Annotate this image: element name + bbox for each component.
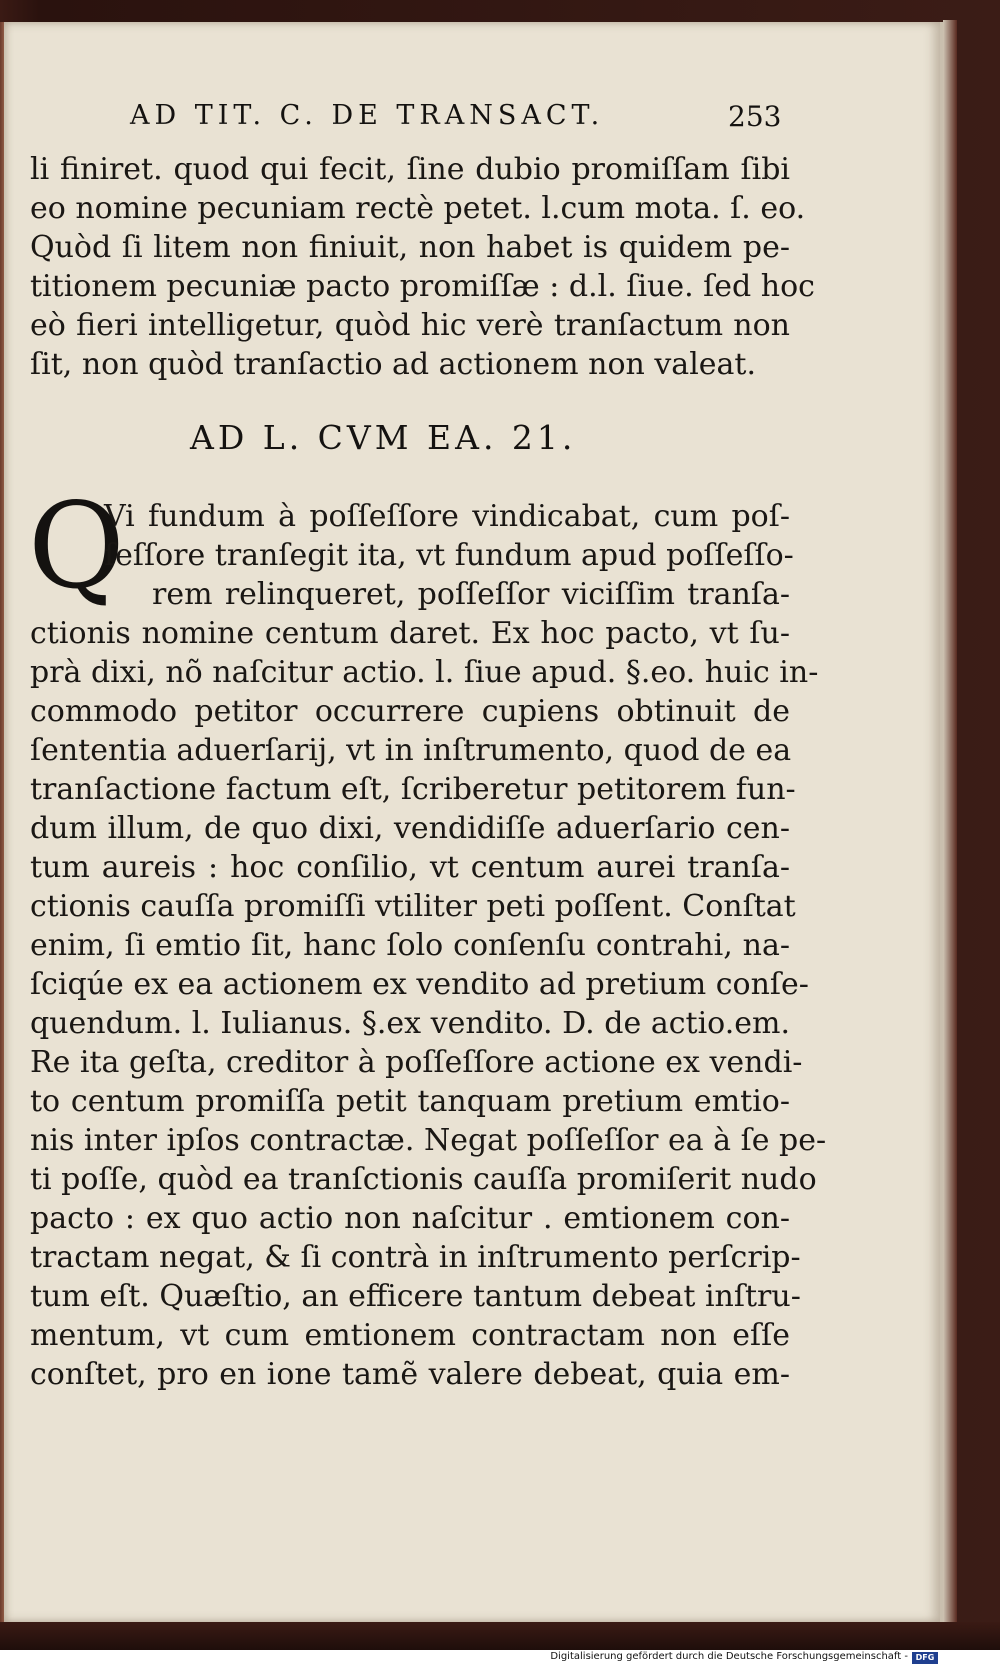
text-line: tum eſt. Quæſtio, an efficere tantum debeat inſtru- [30,1279,801,1314]
text-line: ctionis cauſſa promiſſi vtiliter peti poſſent. Conſtat [30,889,796,924]
text-line: ti poſſe, quòd ea tranſctionis cauſſa promiſerit nudo [30,1162,817,1197]
drop-cap: Q [28,477,125,615]
text-line: ctionis nomine centum daret. Ex hoc pacto, vt ſu- [30,616,790,651]
text-line: pacto : ex quo actio non naſcitur . emtionem con- [30,1201,790,1236]
text-line: Re ita geſta, creditor à poſſeſſore actione ex vendi- [30,1045,803,1080]
digitization-footer [0,1650,1000,1666]
text-line: to centum promiſſa petit tanquam pretium emtio- [30,1084,790,1119]
text-line: enim, ſi emtio ſit, hanc ſolo conſenſu contrahi, na- [30,928,790,963]
text-line: nis inter ipſos contractæ. Negat poſſeſſor ea à ſe pe- [30,1123,827,1158]
text-line: mentum, vt cum emtionem contractam non eſſe [30,1318,790,1353]
text-line: tractam negat, & ſi contrà in inſtrumento perſcrip- [30,1240,801,1275]
running-head: AD TIT. C. DE TRANSACT. [130,100,605,131]
text-line: titionem pecuniæ pacto promiſſæ : d.l. ſiue. ſed hoc [30,269,815,304]
text-line: tum aureis : hoc conſilio, vt centum aurei tranſa- [30,850,790,885]
page-number: 253 [728,100,782,133]
text-line: eo nomine pecuniam rectè petet. l.cum mota. ſ. eo. [30,191,806,226]
text-line: commodo petitor occurrere cupiens obtinuit de [30,694,790,729]
text-line: conſtet, pro en ione tamẽ valere debeat, quia em- [30,1357,790,1392]
page-edge [943,20,957,1630]
paragraph-1 [30,150,815,384]
paragraph-2 [28,477,827,1394]
text-line: li finiret. quod qui fecit, ſine dubio promiſſam ſibi [30,152,790,187]
text-line: Quòd ſi litem non finiuit, non habet is quidem pe- [30,230,790,265]
text-line: ſententia aduerſarij, vt in inſtrumento, quod de ea [30,733,792,768]
text-line: dum illum, de quo dixi, vendidiſſe aduerſario cen- [30,811,790,846]
section-heading: AD L. CVM EA. 21. [190,418,577,457]
binding-bottom [0,1622,1000,1650]
text-line: prà dixi, nõ naſcitur actio. l. ſiue apud. §.eo. huic in- [30,655,819,690]
dfg-logo: DFG [912,1652,938,1664]
text-line: tranſactione factum eſt, ſcriberetur petitorem fun- [30,772,796,807]
text-line: Vi fundum à poſſeſſore vindicabat, cum poſ- [104,499,790,534]
text-line: ſciqúe ex ea actionem ex vendito ad pretium conſe- [30,967,809,1002]
text-line: ſit, non quòd tranſactio ad actionem non valeat. [30,347,757,382]
text-line: rem relinqueret, poſſeſſor viciſſim tranſa- [152,577,790,612]
text-line: ſeſſore tranſegit ita, vt fundum apud poſſeſſo- [104,538,794,573]
text-line: quendum. l. Iulianus. §.ex vendito. D. de actio.em. [30,1006,790,1041]
text-line: eò fieri intelligetur, quòd hic verè tranſactum non [30,308,790,343]
footer-credit-text: Digitalisierung gefördert durch die Deutsche Forschungsgemeinschaft - [550,1651,908,1662]
